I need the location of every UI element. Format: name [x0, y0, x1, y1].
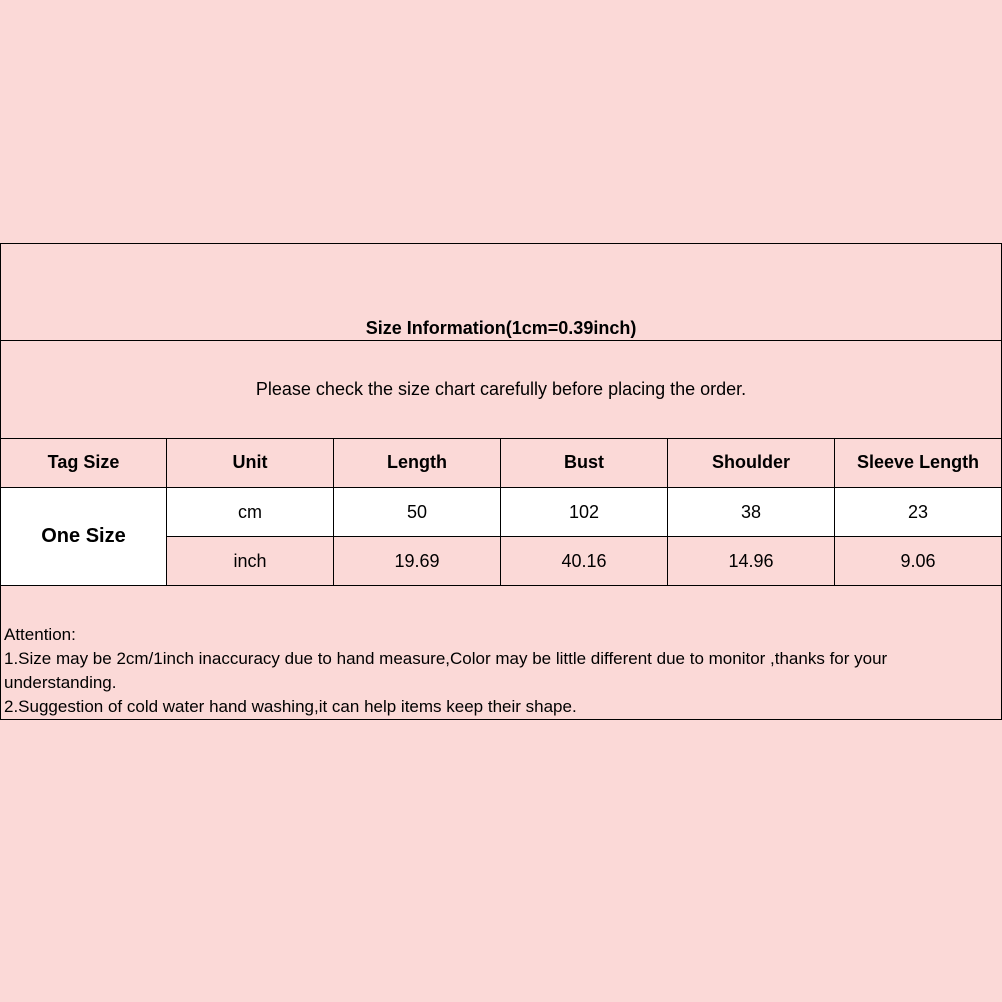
header-length: Length — [334, 438, 501, 487]
bust-cell: 102 — [501, 488, 668, 537]
order-notice: Please check the size chart carefully before placing the order. — [255, 379, 747, 400]
bust-cell: 40.16 — [501, 537, 668, 586]
header-row — [1, 438, 1002, 487]
header-shoulder: Shoulder — [668, 438, 835, 487]
notice-cell — [1, 341, 1002, 438]
unit-cell: inch — [167, 537, 334, 586]
attention-line-1: 1.Size may be 2cm/1inch inaccuracy due to hand measure,Color may be little different due to monitor ,thanks for your understanding. — [4, 649, 888, 692]
title-cell — [1, 244, 1002, 341]
shoulder-cell: 14.96 — [668, 537, 835, 586]
header-tag-size: Tag Size — [1, 438, 167, 487]
size-chart-table — [0, 243, 1002, 720]
chart-title: Size Information(1cm=0.39inch) — [365, 318, 637, 339]
header-unit: Unit — [167, 438, 334, 487]
tag-size-value: One Size — [1, 488, 167, 586]
sleeve-length-cell: 9.06 — [835, 537, 1002, 586]
header-bust: Bust — [501, 438, 668, 487]
length-cell: 19.69 — [334, 537, 501, 586]
attention-cell — [1, 586, 1002, 720]
shoulder-cell: 38 — [668, 488, 835, 537]
table-row — [1, 488, 1002, 537]
sleeve-length-cell: 23 — [835, 488, 1002, 537]
unit-cell: cm — [167, 488, 334, 537]
attention-heading: Attention: — [4, 625, 76, 644]
header-sleeve-length: Sleeve Length — [835, 438, 1002, 487]
attention-line-2: 2.Suggestion of cold water hand washing,it can help items keep their shape. — [4, 697, 577, 716]
length-cell: 50 — [334, 488, 501, 537]
